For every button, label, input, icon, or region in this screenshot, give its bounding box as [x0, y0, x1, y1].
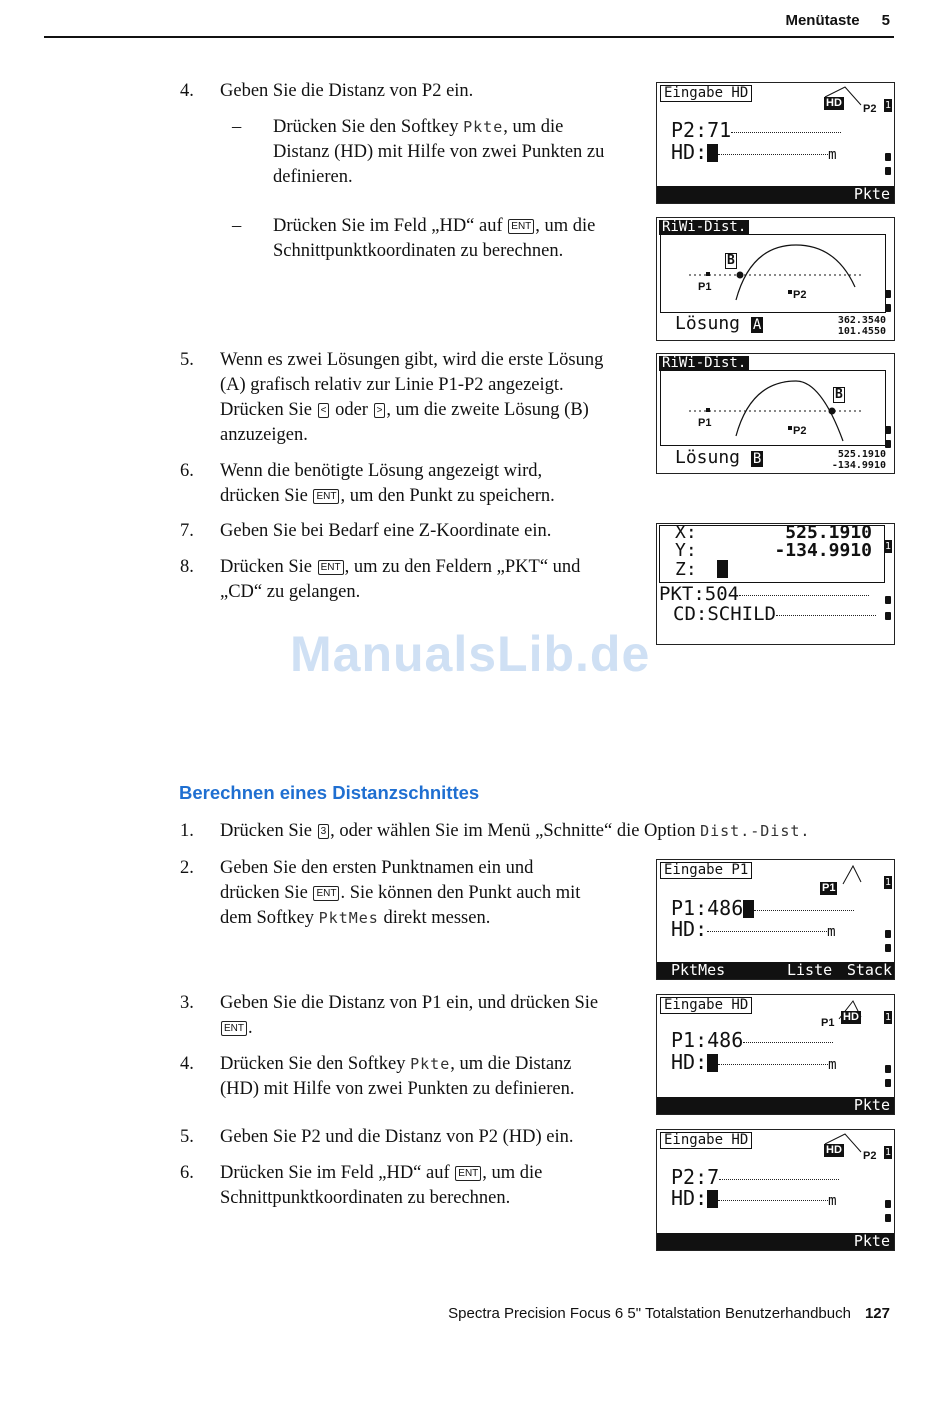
step-text	[220, 555, 650, 605]
left-arrow-key-icon: <	[318, 403, 330, 418]
step-text	[220, 459, 650, 509]
text: , um die	[503, 117, 564, 137]
point-label: P2	[863, 103, 877, 115]
header-rule	[44, 36, 894, 38]
field-underline	[743, 1042, 833, 1043]
p1-label: P1	[698, 417, 712, 429]
step-text	[220, 348, 650, 448]
row-y	[675, 542, 697, 560]
solution-selector[interactable]: A	[752, 317, 762, 333]
page-header	[785, 12, 890, 29]
screen-eingabe-hd-p2-second	[656, 1129, 895, 1251]
lock-icon	[885, 1200, 891, 1208]
softkey-bar	[657, 962, 894, 979]
text: Wenn die benötigte Lösung angezeigt wird,	[220, 461, 543, 481]
ent-key-icon: ENT	[313, 886, 339, 901]
screen-eingabe-hd-p1	[656, 994, 895, 1115]
text: direkt messen.	[378, 908, 491, 928]
p2-label: P2	[793, 289, 807, 301]
softkey-pktmes[interactable]: PktMes	[671, 961, 726, 979]
text: „CD“ zu gelangen.	[220, 582, 361, 602]
screen-title: Eingabe HD	[660, 1132, 752, 1149]
text: drücken Sie	[220, 486, 313, 506]
screen-title: RiWi-Dist.	[659, 356, 749, 371]
dash-marker: –	[232, 117, 242, 137]
page-footer	[448, 1305, 890, 1322]
key-3-icon: 3	[318, 824, 330, 839]
softkey-label: Pkte	[410, 1055, 451, 1073]
step-text	[220, 1161, 650, 1211]
solution-marker: B	[727, 253, 735, 268]
hd-tag: HD	[826, 97, 842, 109]
softkey-label: PktMes	[318, 909, 379, 927]
ent-key-icon: ENT	[313, 489, 339, 504]
section-title: Berechnen eines Distanzschnittes	[179, 782, 480, 803]
page-indicator: 1	[884, 541, 892, 552]
field-underline	[754, 910, 854, 911]
ent-key-icon: ENT	[318, 560, 344, 575]
text: oder	[330, 400, 373, 420]
text: Y:	[675, 540, 697, 561]
watermark: ManualsLib.de	[290, 626, 651, 682]
row-hd[interactable]	[671, 1051, 837, 1076]
text: , um die	[482, 1163, 543, 1183]
text: Drücken Sie	[220, 821, 317, 841]
text: .	[248, 1018, 253, 1038]
step-number: 3.	[180, 993, 194, 1013]
screen-eingabe-p1	[656, 859, 895, 980]
point-label: P1	[821, 1017, 835, 1029]
cursor	[743, 900, 754, 918]
step-number: 8.	[180, 557, 194, 577]
step-text	[220, 819, 900, 844]
text: definieren.	[273, 167, 353, 187]
ent-key-icon: ENT	[508, 219, 534, 234]
softkey-bar	[657, 1097, 894, 1114]
text: P2:71	[671, 118, 732, 142]
page-indicator: 1	[884, 1147, 892, 1158]
step-number: 2.	[180, 858, 194, 878]
field-underline	[707, 931, 827, 932]
text: Schnittpunktkoordinaten zu berechnen.	[273, 241, 564, 261]
step-text: Geben Sie bei Bedarf eine Z-Koordinate ein.	[220, 521, 552, 541]
text: , oder wählen Sie im Menü „Schnitte“ die Option	[330, 821, 701, 841]
field-underline	[739, 595, 869, 596]
unit-label: m	[828, 1193, 837, 1209]
row-hd[interactable]	[671, 1187, 837, 1212]
step-text	[220, 856, 650, 931]
step-text	[220, 1052, 650, 1102]
text: , um die	[535, 216, 596, 236]
row-hd[interactable]	[671, 918, 836, 943]
field-underline	[718, 1200, 828, 1201]
step-number: 5.	[180, 1127, 194, 1147]
text: Geben Sie den ersten Punktnamen ein und	[220, 858, 534, 878]
text: Drücken Sie	[220, 557, 317, 577]
p1-tag: P1	[822, 882, 836, 894]
solution-line	[675, 314, 763, 335]
header-chapter: 5	[881, 12, 890, 29]
solution-line	[675, 448, 763, 469]
option-label: Dist.-Dist.	[700, 822, 811, 840]
lock-icon	[885, 930, 891, 938]
screen-title: RiWi-Dist.	[659, 220, 749, 235]
text: , um zu den Feldern „PKT“ und	[344, 557, 581, 577]
text: Z:	[675, 559, 697, 580]
step-text: Geben Sie die Distanz von P2 ein.	[220, 81, 474, 101]
coordinates	[832, 449, 886, 471]
coordinates	[838, 315, 886, 337]
step-number: 5.	[180, 350, 194, 370]
lock-icon	[885, 1079, 891, 1087]
unit-label: m	[828, 1057, 837, 1073]
step-number: 6.	[180, 1163, 194, 1183]
intersection-diagram	[661, 371, 885, 445]
text: Lösung	[675, 313, 741, 334]
lock-icon	[885, 426, 891, 434]
p1-label: P1	[698, 281, 712, 293]
softkey-bar	[657, 1233, 894, 1250]
text: 525.1910	[837, 449, 886, 460]
lock-icon	[885, 944, 891, 952]
softkey-stack[interactable]: Stack	[846, 961, 892, 979]
dash-marker: –	[232, 216, 242, 236]
text: -134.9910	[831, 460, 886, 471]
softkey-pkte[interactable]: Pkte	[853, 185, 890, 203]
row-point[interactable]	[671, 1029, 833, 1051]
text: PKT:504	[659, 583, 740, 605]
text: Wenn es zwei Lösungen gibt, wird die erste Lösung	[220, 350, 604, 370]
row-pkt[interactable]	[659, 583, 869, 605]
text: Schnittpunktkoordinaten zu berechnen.	[220, 1188, 511, 1208]
field-underline	[718, 1064, 828, 1065]
intersection-diagram	[661, 235, 885, 312]
text: Drücken Sie den Softkey	[220, 1054, 411, 1074]
row-point	[671, 119, 841, 141]
text: , um den Punkt zu speichern.	[340, 486, 555, 506]
dash-text	[273, 115, 653, 190]
page-number: 127	[864, 1305, 890, 1322]
right-arrow-key-icon: >	[374, 403, 386, 418]
row-point[interactable]	[671, 1166, 839, 1188]
text: CD:SCHILD	[673, 603, 776, 625]
text: , um die zweite Lösung (B)	[386, 400, 589, 420]
text: anzuzeigen.	[220, 425, 308, 445]
softkey-label: Pkte	[463, 118, 504, 136]
text: Lösung	[675, 447, 741, 468]
solution-plot	[660, 370, 886, 446]
text: drücken Sie	[220, 883, 313, 903]
text: Geben Sie die Distanz von P1 ein, und drücken Sie	[220, 993, 599, 1013]
p2-label: P2	[793, 425, 807, 437]
text: HD:	[671, 917, 708, 941]
text: dem Softkey	[220, 908, 319, 928]
screen-title: Eingabe HD	[660, 85, 752, 102]
solution-plot	[660, 234, 886, 313]
text: P1:486	[671, 896, 744, 920]
step-text	[220, 991, 650, 1041]
y-value: -134.9910	[774, 540, 872, 561]
cursor	[707, 144, 718, 162]
unit-label: m	[827, 924, 836, 940]
row-point[interactable]	[671, 897, 854, 919]
lock-icon	[885, 304, 891, 312]
ent-key-icon: ENT	[221, 1021, 247, 1036]
row-hd	[671, 141, 837, 166]
text: Drücken Sie	[220, 400, 317, 420]
cursor	[707, 1190, 718, 1208]
page-indicator: 1	[884, 877, 892, 888]
text: Drücken Sie im Feld „HD“ auf	[273, 216, 508, 236]
text: HD:	[671, 1050, 708, 1074]
field-underline	[719, 1179, 839, 1180]
dash-text	[273, 214, 653, 264]
row-cd[interactable]	[673, 603, 876, 625]
text: HD:	[671, 1186, 708, 1210]
text: P2:7	[671, 1165, 720, 1189]
softkey-pkte[interactable]: Pkte	[853, 1096, 890, 1114]
step-number: 7.	[180, 521, 194, 541]
step-number: 4.	[180, 1054, 194, 1074]
softkey-liste[interactable]: Liste	[787, 961, 833, 979]
solution-selector[interactable]: B	[752, 451, 762, 467]
text: (A) grafisch relativ zur Linie P1-P2 angezeigt.	[220, 375, 564, 395]
text: Distanz (HD) mit Hilfe von zwei Punkten zu	[273, 142, 605, 162]
lock-icon	[885, 440, 891, 448]
point-label: P2	[863, 1150, 877, 1162]
step-text: Geben Sie P2 und die Distanz von P2 (HD) ein.	[220, 1127, 574, 1147]
header-section: Menütaste	[785, 12, 860, 29]
field-underline	[718, 154, 828, 155]
lock-icon	[885, 612, 891, 620]
solution-marker: B	[835, 387, 843, 402]
lock-icon	[885, 290, 891, 298]
text: Drücken Sie den Softkey	[273, 117, 464, 137]
lock-icon	[885, 1065, 891, 1073]
ent-key-icon: ENT	[455, 1166, 481, 1181]
screen-title: Eingabe P1	[660, 862, 752, 879]
screen-riwi-dist-b	[656, 353, 895, 474]
page-indicator: 1	[884, 1012, 892, 1023]
cursor	[717, 560, 728, 578]
text: P1:486	[671, 1028, 744, 1052]
field-underline	[731, 132, 841, 133]
step-number: 1.	[180, 821, 194, 841]
softkey-pkte[interactable]: Pkte	[853, 1232, 890, 1250]
screen-riwi-dist-a	[656, 217, 895, 341]
row-z	[675, 560, 728, 579]
text: (HD) mit Hilfe von zwei Punkten zu definieren.	[220, 1079, 575, 1099]
lock-icon	[885, 167, 891, 175]
screen-eingabe-hd-p2	[656, 82, 895, 204]
lock-icon	[885, 596, 891, 604]
lock-icon	[885, 153, 891, 161]
softkey-bar	[657, 186, 894, 203]
hd-tag: HD	[826, 1144, 842, 1156]
text: . Sie können den Punkt auch mit	[340, 883, 581, 903]
text: , um die Distanz	[450, 1054, 572, 1074]
field-underline	[776, 615, 876, 616]
text: HD:	[671, 140, 708, 164]
unit-label: m	[828, 147, 837, 163]
lock-icon	[885, 1214, 891, 1222]
footer-title: Spectra Precision Focus 6 5" Totalstation Benutzerhandbuch	[448, 1305, 851, 1322]
page-indicator: 1	[884, 100, 892, 111]
text: 362.3540	[837, 315, 886, 326]
step-number: 6.	[180, 461, 194, 481]
text: X:	[675, 523, 697, 543]
text: 101.4550	[837, 326, 886, 337]
text: Drücken Sie im Feld „HD“ auf	[220, 1163, 455, 1183]
cursor	[707, 1054, 718, 1072]
hd-tag: HD	[843, 1011, 859, 1023]
screen-coordinates	[656, 523, 895, 645]
step-number: 4.	[180, 81, 194, 101]
screen-title: Eingabe HD	[660, 997, 752, 1014]
x-value: 525.1910	[785, 523, 872, 543]
